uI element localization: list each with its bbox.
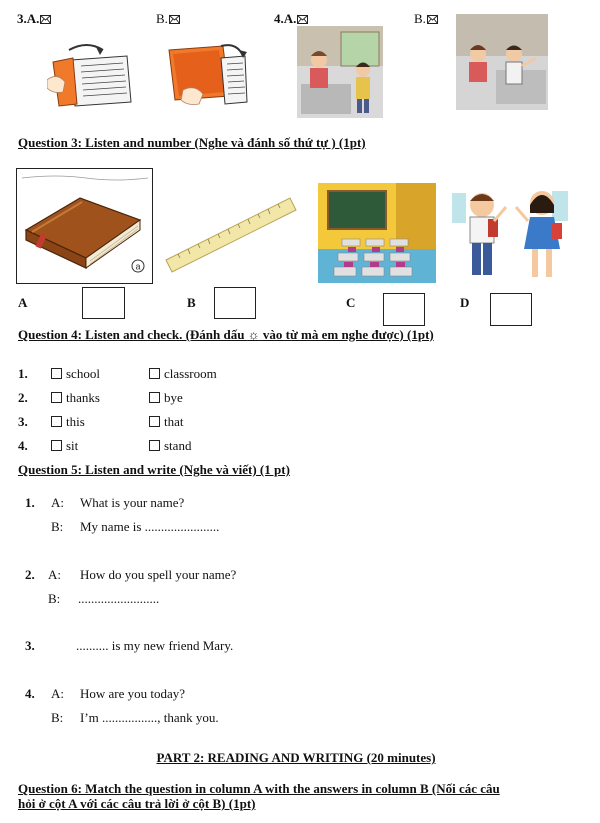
check-option[interactable]: stand xyxy=(149,438,191,454)
speaker-b-label: B: xyxy=(51,710,64,725)
close-book-picture xyxy=(47,40,137,108)
checkbox-icon[interactable] xyxy=(149,416,160,427)
speaker-b-label: B: xyxy=(51,519,64,534)
dialogue-line: What is your name? xyxy=(80,495,185,510)
answer-box-b[interactable] xyxy=(214,287,256,319)
checkbox-icon[interactable] xyxy=(51,392,62,403)
envelope-checkbox-icon[interactable] xyxy=(297,15,308,24)
dialogue-blank-line[interactable]: .......... is my new friend Mary. xyxy=(76,638,234,653)
envelope-checkbox-icon[interactable] xyxy=(40,15,51,24)
question-4-list xyxy=(18,366,318,462)
dialogue-number: 2. xyxy=(25,567,35,582)
open-book-picture xyxy=(163,40,255,112)
list-item: 2. thanks bye xyxy=(18,390,183,405)
list-item: 1. school classroom xyxy=(18,366,217,381)
checkbox-icon[interactable] xyxy=(51,416,62,427)
check-option[interactable]: thanks xyxy=(51,390,100,406)
item-3b-label: B. xyxy=(156,11,180,27)
speaker-a-label: A: xyxy=(48,567,61,582)
question-4-title: Question 4: Listen and check. (Đánh dấu ☼ vào từ mà em nghe được) (1pt) xyxy=(18,327,434,342)
dialogue-line: How do you spell your name? xyxy=(80,567,237,582)
book-picture xyxy=(16,168,153,284)
check-option[interactable]: classroom xyxy=(149,366,217,382)
list-item: 3. this that xyxy=(18,414,184,429)
option-label-c: C xyxy=(346,295,356,310)
sun-symbol-icon: ☼ xyxy=(247,327,260,342)
question-3-title: Question 3: Listen and number (Nghe và đánh số thứ tự ) (1pt) xyxy=(18,135,366,150)
answer-box-d[interactable] xyxy=(490,293,532,326)
book-tag-letter: a xyxy=(135,261,141,272)
question-6-title-line-2: hỏi ở cột A với các câu trả lời ở cột B) (1pt) xyxy=(18,796,256,811)
item-4b-label: B. xyxy=(414,11,438,27)
dialogue-blank-line[interactable]: ......................... xyxy=(78,591,160,606)
item-4a-label: 4.A. xyxy=(274,11,308,27)
item-3a-label: 3.A. xyxy=(17,11,51,27)
question-5-title: Question 5: Listen and write (Nghe và viết) (1 pt) xyxy=(18,462,290,477)
dialogue-number: 4. xyxy=(25,686,35,701)
dialogue-number: 3. xyxy=(25,638,35,653)
check-option[interactable]: bye xyxy=(149,390,183,406)
dialogue-number: 1. xyxy=(25,495,35,510)
option-label-b: B xyxy=(187,295,196,310)
list-item: 4. sit stand xyxy=(18,438,192,453)
classroom-scene-picture-4a xyxy=(297,26,383,118)
dialogue-line: How are you today? xyxy=(80,686,186,701)
speaker-b-label: B: xyxy=(48,591,61,606)
speaker-a-label: A: xyxy=(51,686,64,701)
speaker-a-label: A: xyxy=(51,495,64,510)
dialogue-blank-line[interactable]: My name is ....................... xyxy=(80,519,220,534)
children-greeting-picture xyxy=(450,183,572,287)
check-option[interactable]: that xyxy=(149,414,184,430)
question-6-title-line-1: Question 6: Match the question in column A with the answers in column B (Nối các câu xyxy=(18,781,500,796)
ruler-picture xyxy=(164,192,298,278)
checkbox-icon[interactable] xyxy=(51,440,62,451)
check-option[interactable]: this xyxy=(51,414,85,430)
option-label-d: D xyxy=(460,295,470,310)
envelope-checkbox-icon[interactable] xyxy=(427,15,438,24)
checkbox-icon[interactable] xyxy=(149,392,160,403)
checkbox-icon[interactable] xyxy=(149,440,160,451)
check-option[interactable]: school xyxy=(51,366,100,382)
checkbox-icon[interactable] xyxy=(51,368,62,379)
answer-box-c[interactable] xyxy=(383,293,425,326)
classroom-picture xyxy=(318,183,436,283)
envelope-checkbox-icon[interactable] xyxy=(169,15,180,24)
answer-box-a[interactable] xyxy=(82,287,125,319)
checkbox-icon[interactable] xyxy=(149,368,160,379)
dialogue-blank-line[interactable]: I’m ................., thank you. xyxy=(80,710,219,725)
check-option[interactable]: sit xyxy=(51,438,78,454)
option-label-a: A xyxy=(18,295,28,310)
classroom-scene-picture-4b xyxy=(456,14,548,110)
part-2-heading: PART 2: READING AND WRITING (20 minutes) xyxy=(156,750,436,765)
